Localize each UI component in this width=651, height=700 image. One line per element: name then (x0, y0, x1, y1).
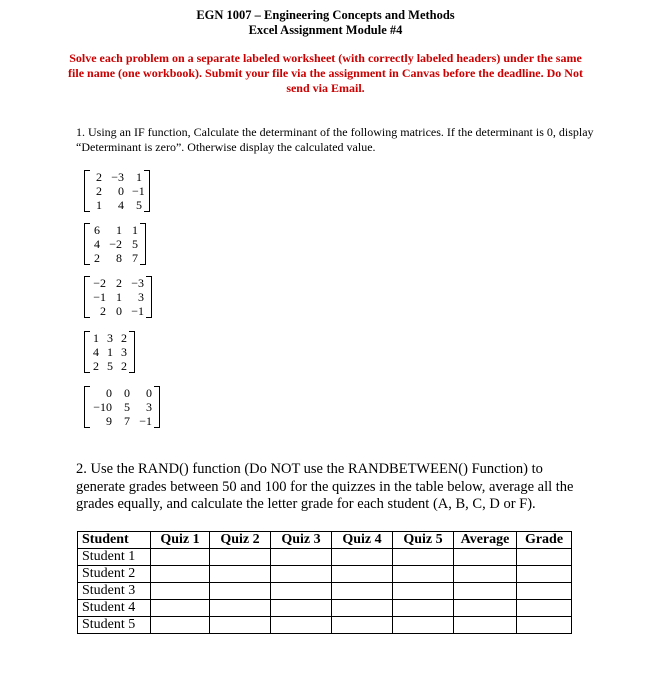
grade-cell (393, 583, 454, 600)
matrix-cell: 2 (96, 170, 102, 184)
grade-cell (271, 583, 332, 600)
table-row (78, 600, 572, 617)
matrix-cell: 0 (124, 386, 130, 400)
matrix-cell: 5 (107, 359, 113, 373)
header-quiz-1: Quiz 1 (151, 532, 210, 549)
matrix-cell: 0 (106, 386, 112, 400)
grade-cell (271, 617, 332, 634)
grade-cell (151, 566, 210, 583)
table-row (78, 566, 572, 583)
matrix-cell: 6 (94, 223, 100, 237)
grade-cell (332, 600, 393, 617)
matrix-5 (84, 386, 160, 428)
grade-cell (393, 566, 454, 583)
matrix-cell: 5 (136, 198, 142, 212)
matrix-cell: −2 (109, 237, 122, 251)
matrix-cell: 0 (116, 304, 122, 318)
document-title (0, 8, 651, 38)
right-bracket (144, 170, 150, 212)
grade-cell (332, 549, 393, 566)
grade-cell (210, 566, 271, 583)
grade-cell (210, 617, 271, 634)
grade-cell (393, 600, 454, 617)
matrix-cell: −2 (93, 276, 106, 290)
average-cell (454, 583, 517, 600)
matrix-cell: 2 (94, 251, 100, 265)
letter-grade-cell (517, 566, 572, 583)
matrix-cell: 1 (132, 223, 138, 237)
grade-cell (332, 583, 393, 600)
grade-cell (151, 600, 210, 617)
table-row (78, 583, 572, 600)
matrix-3 (84, 276, 152, 318)
table-row (78, 617, 572, 634)
grade-cell (151, 617, 210, 634)
table-row (78, 549, 572, 566)
header-quiz-3: Quiz 3 (271, 532, 332, 549)
table-header-row (78, 532, 572, 549)
average-cell (454, 600, 517, 617)
matrix-cell: 4 (93, 345, 99, 359)
matrix-cell: 2 (96, 184, 102, 198)
matrix-2 (84, 223, 146, 265)
matrix-cell: 2 (121, 359, 127, 373)
grade-cell (393, 549, 454, 566)
problem-2-text: 2. Use the RAND() function (Do NOT use the RANDBETWEEN() Function) to generate grades between 50 and 100 for the quizzes in the table below, average all the grades equally, and calculate the letter grade for each student (A, B, C, D or F). (76, 461, 574, 512)
student-name-cell: Student 5 (78, 617, 151, 634)
right-bracket (129, 331, 135, 373)
student-name-cell: Student 2 (78, 566, 151, 583)
matrix-cell: −1 (93, 290, 106, 304)
header-quiz-2: Quiz 2 (210, 532, 271, 549)
grade-cell (271, 566, 332, 583)
student-name-cell: Student 4 (78, 600, 151, 617)
grade-cell (210, 583, 271, 600)
matrix-cell: 3 (146, 400, 152, 414)
matrix-cell: 5 (124, 400, 130, 414)
average-cell (454, 566, 517, 583)
matrix-cell: 4 (94, 237, 100, 251)
matrix-cell: −1 (131, 304, 144, 318)
student-name-cell: Student 3 (78, 583, 151, 600)
grade-cell (151, 583, 210, 600)
matrix-cell: 2 (93, 359, 99, 373)
header-average: Average (454, 532, 517, 549)
matrix-cell: 0 (146, 386, 152, 400)
student-name-cell: Student 1 (78, 549, 151, 566)
matrix-4 (84, 331, 135, 373)
matrix-cell: 2 (100, 304, 106, 318)
grade-cell (210, 600, 271, 617)
grade-cell (332, 617, 393, 634)
matrix-cell: 2 (116, 276, 122, 290)
grades-table (77, 531, 572, 634)
matrix-cell: 9 (106, 414, 112, 428)
header-quiz-5: Quiz 5 (393, 532, 454, 549)
letter-grade-cell (517, 549, 572, 566)
matrix-cell: 1 (116, 290, 122, 304)
grade-cell (393, 617, 454, 634)
module-title: Excel Assignment Module #4 (248, 23, 403, 37)
matrix-cell: 1 (136, 170, 142, 184)
matrix-cell: 3 (121, 345, 127, 359)
grade-cell (151, 549, 210, 566)
matrix-1 (84, 170, 150, 212)
grade-cell (271, 600, 332, 617)
grade-cell (210, 549, 271, 566)
header-grade: Grade (517, 532, 572, 549)
matrix-cell: 8 (116, 251, 122, 265)
matrix-cell: 3 (107, 331, 113, 345)
matrix-cell: −3 (111, 170, 124, 184)
average-cell (454, 617, 517, 634)
matrix-cell: −1 (139, 414, 152, 428)
matrix-cell: 0 (118, 184, 124, 198)
matrix-cell: 2 (121, 331, 127, 345)
matrix-cell: 1 (107, 345, 113, 359)
matrix-cell: 3 (138, 290, 144, 304)
right-bracket (146, 276, 152, 318)
matrix-cell: 1 (93, 331, 99, 345)
letter-grade-cell (517, 583, 572, 600)
matrix-cell: −1 (132, 184, 145, 198)
problem-1-text: 1. Using an IF function, Calculate the determinant of the following matrices. If the determinant is 0, display “Determinant is zero”. Otherwise display the calculated value. (76, 125, 594, 154)
matrix-cell: 1 (96, 198, 102, 212)
matrix-cell: 7 (124, 414, 130, 428)
letter-grade-cell (517, 617, 572, 634)
header-student: Student (78, 532, 151, 549)
letter-grade-cell (517, 600, 572, 617)
course-title: EGN 1007 – Engineering Concepts and Methods (196, 8, 455, 22)
average-cell (454, 549, 517, 566)
instructions-notice: Solve each problem on a separate labeled worksheet (with correctly labeled headers) under the same file name (one workbook). Submit your file via the assignment in Canvas before the deadline. Do Not send via Email. (68, 51, 583, 95)
matrix-cell: 7 (132, 251, 138, 265)
header-quiz-4: Quiz 4 (332, 532, 393, 549)
grade-cell (332, 566, 393, 583)
matrix-cell: 5 (132, 237, 138, 251)
grade-cell (271, 549, 332, 566)
matrix-cell: −3 (131, 276, 144, 290)
matrix-cell: −10 (93, 400, 112, 414)
right-bracket (140, 223, 146, 265)
right-bracket (154, 386, 160, 428)
matrix-cell: 4 (118, 198, 124, 212)
matrix-cell: 1 (116, 223, 122, 237)
